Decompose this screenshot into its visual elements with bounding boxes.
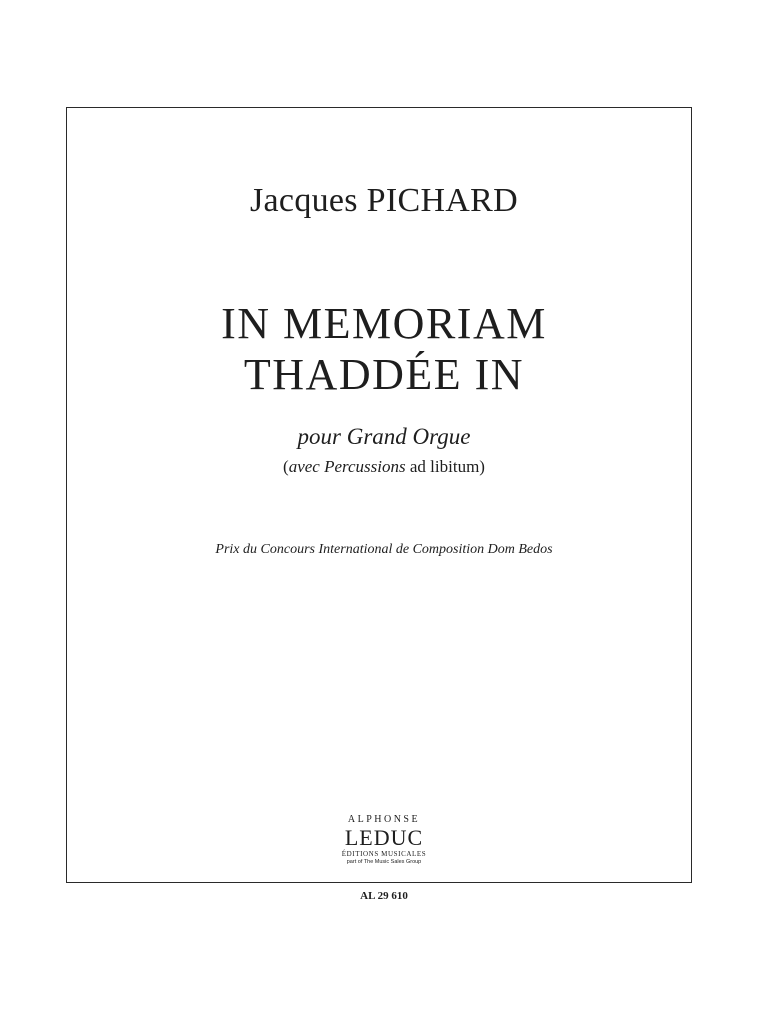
title-line-2: THADDÉE IN [243,350,525,399]
publisher-subtitle: ÉDITIONS MUSICALES [341,850,427,858]
composer-name: Jacques PICHARD [250,182,518,219]
publisher-logo [0,815,768,866]
percussion-rest: ad libitum) [405,457,485,476]
publisher-name-top: ALPHONSE [347,814,421,825]
percussion-italic: avec Percussions [288,457,406,476]
percussion-open: ( [283,457,289,476]
catalog-number: AL 29 610 [360,890,408,902]
cover-frame [66,107,692,883]
title-line-1: IN MEMORIAM [221,299,547,348]
publisher-name-main: LEDUC [344,825,424,850]
percussion-note [0,457,768,477]
publisher-group: part of The Music Sales Group [346,859,422,865]
instrumentation: pour Grand Orgue [297,424,471,449]
prize-line: Prix du Concours International de Composition Dom Bedos [215,542,553,557]
